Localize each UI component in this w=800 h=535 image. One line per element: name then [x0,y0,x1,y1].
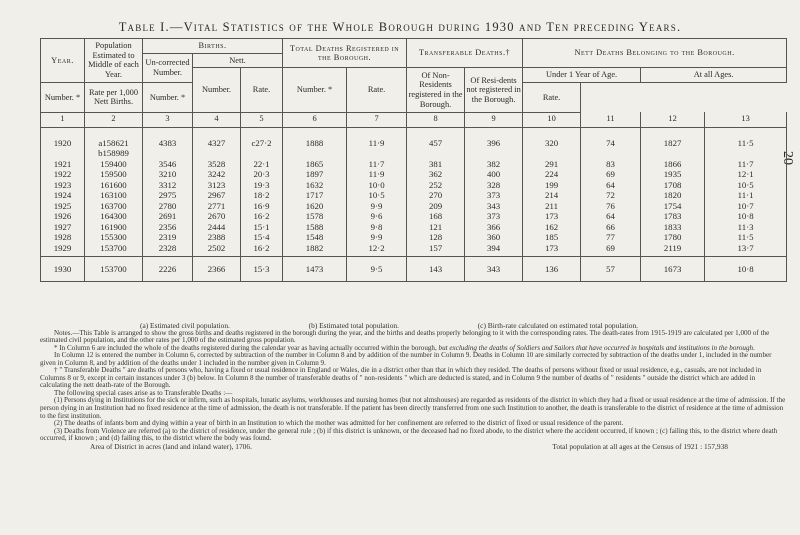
cell-year: 1923 [41,180,85,191]
cell-all [641,148,705,159]
header-all-ages: At all Ages. [641,68,787,83]
cell-deaths: 1578 [283,211,347,222]
cell-pop: 163700 [85,201,143,212]
total-cell-res: 343 [465,257,523,282]
cell-births: 4383 [143,138,193,149]
cell-pop: 161600 [85,180,143,191]
cell-births: 2691 [143,211,193,222]
cell-nonres: 362 [407,169,465,180]
cell-nonres: 457 [407,138,465,149]
column-number: 5 [241,112,283,127]
vital-statistics-table [40,38,787,282]
cell-rate: 16·9 [241,201,283,212]
table-row [41,232,787,243]
column-number: 6 [283,112,347,127]
header-all-rate: Rate. [523,82,581,112]
cell-all: 1827 [641,138,705,149]
cell-allrate: 10·8 [705,211,787,222]
cell-u1rate: 77 [581,232,641,243]
column-number: 11 [581,112,641,127]
column-number: 13 [705,112,787,127]
column-number: 1 [41,112,85,127]
cell-nett: 4327 [193,138,241,149]
cell-rate: 22·1 [241,159,283,170]
cell-allrate [705,148,787,159]
cell-nonres: 209 [407,201,465,212]
cell-nonres: 121 [407,222,465,233]
column-number-row [41,112,787,127]
footnote-a: (a) Estimated civil population. [140,321,230,330]
cell-rate: 16·2 [241,243,283,257]
cell-drate: 9·9 [347,201,407,212]
cell-nett: 3528 [193,159,241,170]
cell-all: 2119 [641,243,705,257]
case-2-note: (2) The deaths of infants born and dying within a year of birth in an Institution to which the mother was admitted for her confinement are referred to the district of fixed or usual residence of the parent. [54,419,624,428]
header-transferable-deaths: Transferable Deaths.† [407,39,523,68]
cell-u1rate: 74 [581,138,641,149]
cell-res: 400 [465,169,523,180]
column-number: 7 [347,112,407,127]
cell-u1: 291 [523,159,581,170]
notes-intro: Notes.—This Table is arranged to show the gross births and deaths registered in the borough during the year, and the births and deaths properly belonging to it with the corresponding rates. The death-rates from 1915-1919 are calculated per 1,000 of the estimated civil population, and the other rates per 1,000 of the estimated gross population. [40,328,770,345]
cell-nonres: 381 [407,159,465,170]
cell-allrate: 11·5 [705,138,787,149]
header-deaths-number: Number. * [283,68,347,113]
cell-pop: 161900 [85,222,143,233]
column-number: 9 [465,112,523,127]
header-total-deaths: Total Deaths Registered in the Borough. [283,39,407,68]
cell-deaths: 1620 [283,201,347,212]
column-number: 3 [143,112,193,127]
column-number: 2 [85,112,143,127]
cell-births: 2975 [143,190,193,201]
header-population: Population Estimated to Middle of each Year. [85,39,143,83]
cell-pop: 163100 [85,190,143,201]
total-row [41,257,787,282]
cell-res: 360 [465,232,523,243]
cell-year: 1926 [41,211,85,222]
cell-nonres [407,148,465,159]
total-cell-deaths: 1473 [283,257,347,282]
cell-rate: 15·4 [241,232,283,243]
area-note: Area of District in acres (land and inland water), 1706. [90,441,252,451]
footnote-c: (c) Birth-rate calculated on estimated total population. [477,321,638,330]
cell-all: 1820 [641,190,705,201]
cell-allrate: 11·3 [705,222,787,233]
cell-nonres: 128 [407,232,465,243]
cell-births: 2328 [143,243,193,257]
cell-all: 1783 [641,211,705,222]
footnotes [40,322,788,450]
cell-births: 2780 [143,201,193,212]
cell-u1rate: 66 [581,222,641,233]
header-non-residents: Of Non-Residents registered in the Borough. [407,68,465,113]
cell-res: 373 [465,211,523,222]
cell-drate: 10·0 [347,180,407,191]
cell-deaths: 1865 [283,159,347,170]
special-cases-note: The following special cases arise as to Transferable Deaths :— [54,388,233,397]
cell-year: 1920 [41,138,85,149]
cell-rate: 16·2 [241,211,283,222]
cell-births [143,148,193,159]
cell-u1rate: 64 [581,180,641,191]
cell-year [41,148,85,159]
cell-deaths: 1888 [283,138,347,149]
cell-rate: 15·1 [241,222,283,233]
table-row [41,201,787,212]
cell-drate: 9·9 [347,232,407,243]
cell-allrate: 11·7 [705,159,787,170]
cell-nonres: 157 [407,243,465,257]
cell-year: 1929 [41,243,85,257]
header-under1-number: Number. * [41,82,85,112]
header-deaths-rate: Rate. [347,68,407,113]
cell-year: 1928 [41,232,85,243]
cell-all: 1708 [641,180,705,191]
cell-u1rate: 76 [581,201,641,212]
cell-nett [193,148,241,159]
cell-allrate: 13·7 [705,243,787,257]
cell-nett: 2502 [193,243,241,257]
cell-pop: 164300 [85,211,143,222]
total-cell-year: 1930 [41,257,85,282]
cell-res: 328 [465,180,523,191]
cell-u1 [523,148,581,159]
cell-u1: 173 [523,211,581,222]
column-number: 10 [523,112,581,127]
cell-rate: 19·3 [241,180,283,191]
total-cell-all: 1673 [641,257,705,282]
cell-drate: 9·8 [347,222,407,233]
cell-res: 382 [465,159,523,170]
cell-all: 1866 [641,159,705,170]
cell-u1rate [581,148,641,159]
table-row [41,159,787,170]
cell-res [465,148,523,159]
cell-deaths: 1897 [283,169,347,180]
census-note: Total population at all ages at the Census of 1921 : 157,938 [552,441,728,451]
table-row [41,169,787,180]
transferable-note: † " Transferable Deaths " are deaths of persons who, having a fixed or usual residence in England or Wales, die in a district other than that in which they resided. The deaths of persons without fixed or usual residence, e.g., casuals, are not included in Columns 8 or 9, except in certain instances under 3 (b) below. In Column 8 the number of transferable deaths of " non-residents " which are deducted is stated, and in Column 9 the number of deaths of " residents " outside the district which are added in calculating the nett death-rate of the Borough. [40,366,762,390]
cell-allrate: 11·5 [705,232,787,243]
cell-births: 3210 [143,169,193,180]
cell-drate: 10·5 [347,190,407,201]
cell-pop: b158989 [85,148,143,159]
column12-note: In Column 12 is entered the number in Column 6, corrected by subtraction of the number in Column 8 and by addition of the number in Column 9. Deaths in Column 10 are similarly corrected by subtraction of the deaths under 1, included in the number given in Column 8, and by addition of the deaths under 1 included in the number given in Column 9. [40,351,772,367]
cell-res: 366 [465,222,523,233]
total-cell-rate: 15·3 [241,257,283,282]
cell-drate: 9·6 [347,211,407,222]
total-cell-births: 2226 [143,257,193,282]
cell-rate [241,148,283,159]
cell-nett: 2771 [193,201,241,212]
cell-nett: 2388 [193,232,241,243]
cell-births: 3546 [143,159,193,170]
total-cell-nonres: 143 [407,257,465,282]
cell-nonres: 252 [407,180,465,191]
cell-u1: 320 [523,138,581,149]
cell-u1rate: 72 [581,190,641,201]
table-row [41,138,787,149]
cell-allrate: 10·7 [705,201,787,212]
header-under-1: Under 1 Year of Age. [523,68,641,83]
cell-births: 2356 [143,222,193,233]
cell-nett: 2670 [193,211,241,222]
cell-year: 1921 [41,159,85,170]
table-row [41,190,787,201]
cell-deaths: 1548 [283,232,347,243]
cell-u1: 185 [523,232,581,243]
cell-u1: 224 [523,169,581,180]
cell-nett: 2444 [193,222,241,233]
cell-deaths: 1717 [283,190,347,201]
footnote-b: (b) Estimated total population. [308,321,399,330]
spacer-row [41,127,787,138]
cell-nett: 3242 [193,169,241,180]
cell-pop: 155300 [85,232,143,243]
cell-all: 1754 [641,201,705,212]
header-all-number: Number. * [143,82,193,112]
cell-deaths: 1588 [283,222,347,233]
cell-all: 1780 [641,232,705,243]
page-number: 20 [780,151,795,165]
case-3-note: (3) Deaths from Violence are referred (a) to the district of residence, under the general rule ; (b) if this district is unknown, or the deceased had no fixed abode, to the district where the accident occurred, if known ; (c) failing this, to the district where death occurred, if known ; and (d) failing this, to the district where the body was found. [40,426,778,443]
total-cell-nett: 2366 [193,257,241,282]
total-cell-u1: 136 [523,257,581,282]
cell-u1rate: 83 [581,159,641,170]
header-births: Births. [143,39,283,54]
total-cell-pop: 153700 [85,257,143,282]
cell-all: 1935 [641,169,705,180]
header-nett-deaths: Nett Deaths Belonging to the Borough. [523,39,787,68]
cell-births: 3312 [143,180,193,191]
total-cell-drate: 9·5 [347,257,407,282]
cell-deaths [283,148,347,159]
cell-drate: 12·2 [347,243,407,257]
cell-nonres: 270 [407,190,465,201]
cell-drate: 11·7 [347,159,407,170]
cell-pop: 153700 [85,243,143,257]
header-births-rate: Rate. [241,68,283,113]
case-1-note: (1) Persons dying in Institutions for the sick or infirm, such as hospitals, lunatic asylums, workhouses and nursing homes (but not almshouses) are regarded as residents of the district in which they had a fixed or usual residence at the time of admission. If the person dying in an Institution had no fixed residence at the time of admission, the death is not transferable. If the patient has been directly transferred from one such Institution to another, the death is transferable to the district of residence at the time of admission to the first institution. [40,396,786,420]
cell-year: 1925 [41,201,85,212]
cell-drate: 11·9 [347,138,407,149]
cell-u1rate: 69 [581,169,641,180]
cell-drate [347,148,407,159]
header-uncorrected: Un-corrected Number. [143,53,193,82]
table-row [41,243,787,257]
table-title: Table I.—Vital Statistics of the Whole Borough during 1930 and Ten preceding Years. [118,20,682,34]
cell-year: 1924 [41,190,85,201]
cell-allrate: 11·1 [705,190,787,201]
column-number: 8 [407,112,465,127]
header-nett: Nett. [193,53,283,68]
cell-u1rate: 69 [581,243,641,257]
column-number: 12 [641,112,705,127]
cell-u1rate: 64 [581,211,641,222]
cell-deaths: 1882 [283,243,347,257]
cell-year: 1927 [41,222,85,233]
cell-u1: 211 [523,201,581,212]
header-rate-per-1000: Rate per 1,000 Nett Births. [85,82,143,112]
table-row [41,222,787,233]
cell-u1: 173 [523,243,581,257]
table-row [41,148,787,159]
cell-res: 396 [465,138,523,149]
total-cell-u1rate: 57 [581,257,641,282]
total-cell-allrate: 10·8 [705,257,787,282]
cell-year: 1922 [41,169,85,180]
cell-nonres: 168 [407,211,465,222]
cell-pop: 159500 [85,169,143,180]
cell-allrate: 10·5 [705,180,787,191]
cell-u1: 162 [523,222,581,233]
cell-allrate: 12·1 [705,169,787,180]
cell-res: 394 [465,243,523,257]
cell-rate: 20·3 [241,169,283,180]
cell-res: 343 [465,201,523,212]
cell-nett: 3123 [193,180,241,191]
cell-deaths: 1632 [283,180,347,191]
header-residents: Of Resi-dents not registered in the Borough. [465,68,523,113]
column-number: 4 [193,112,241,127]
header-year: Year. [41,39,85,83]
column6-note: * In Column 6 are included the whole of the deaths registered during the calendar year as having actually occurred within the borough, but excluding the deaths of Soldiers and Sailors that have occurred in hospitals and institutions in the borough. [54,343,755,352]
cell-u1: 214 [523,190,581,201]
table-row [41,211,787,222]
cell-all: 1833 [641,222,705,233]
cell-pop: a158621 [85,138,143,149]
header-births-number: Number. [193,68,241,113]
cell-rate: 18·2 [241,190,283,201]
cell-pop: 159400 [85,159,143,170]
cell-drate: 11·9 [347,169,407,180]
cell-u1: 199 [523,180,581,191]
cell-births: 2319 [143,232,193,243]
cell-rate: c27·2 [241,138,283,149]
cell-nett: 2967 [193,190,241,201]
table-row [41,180,787,191]
cell-res: 373 [465,190,523,201]
